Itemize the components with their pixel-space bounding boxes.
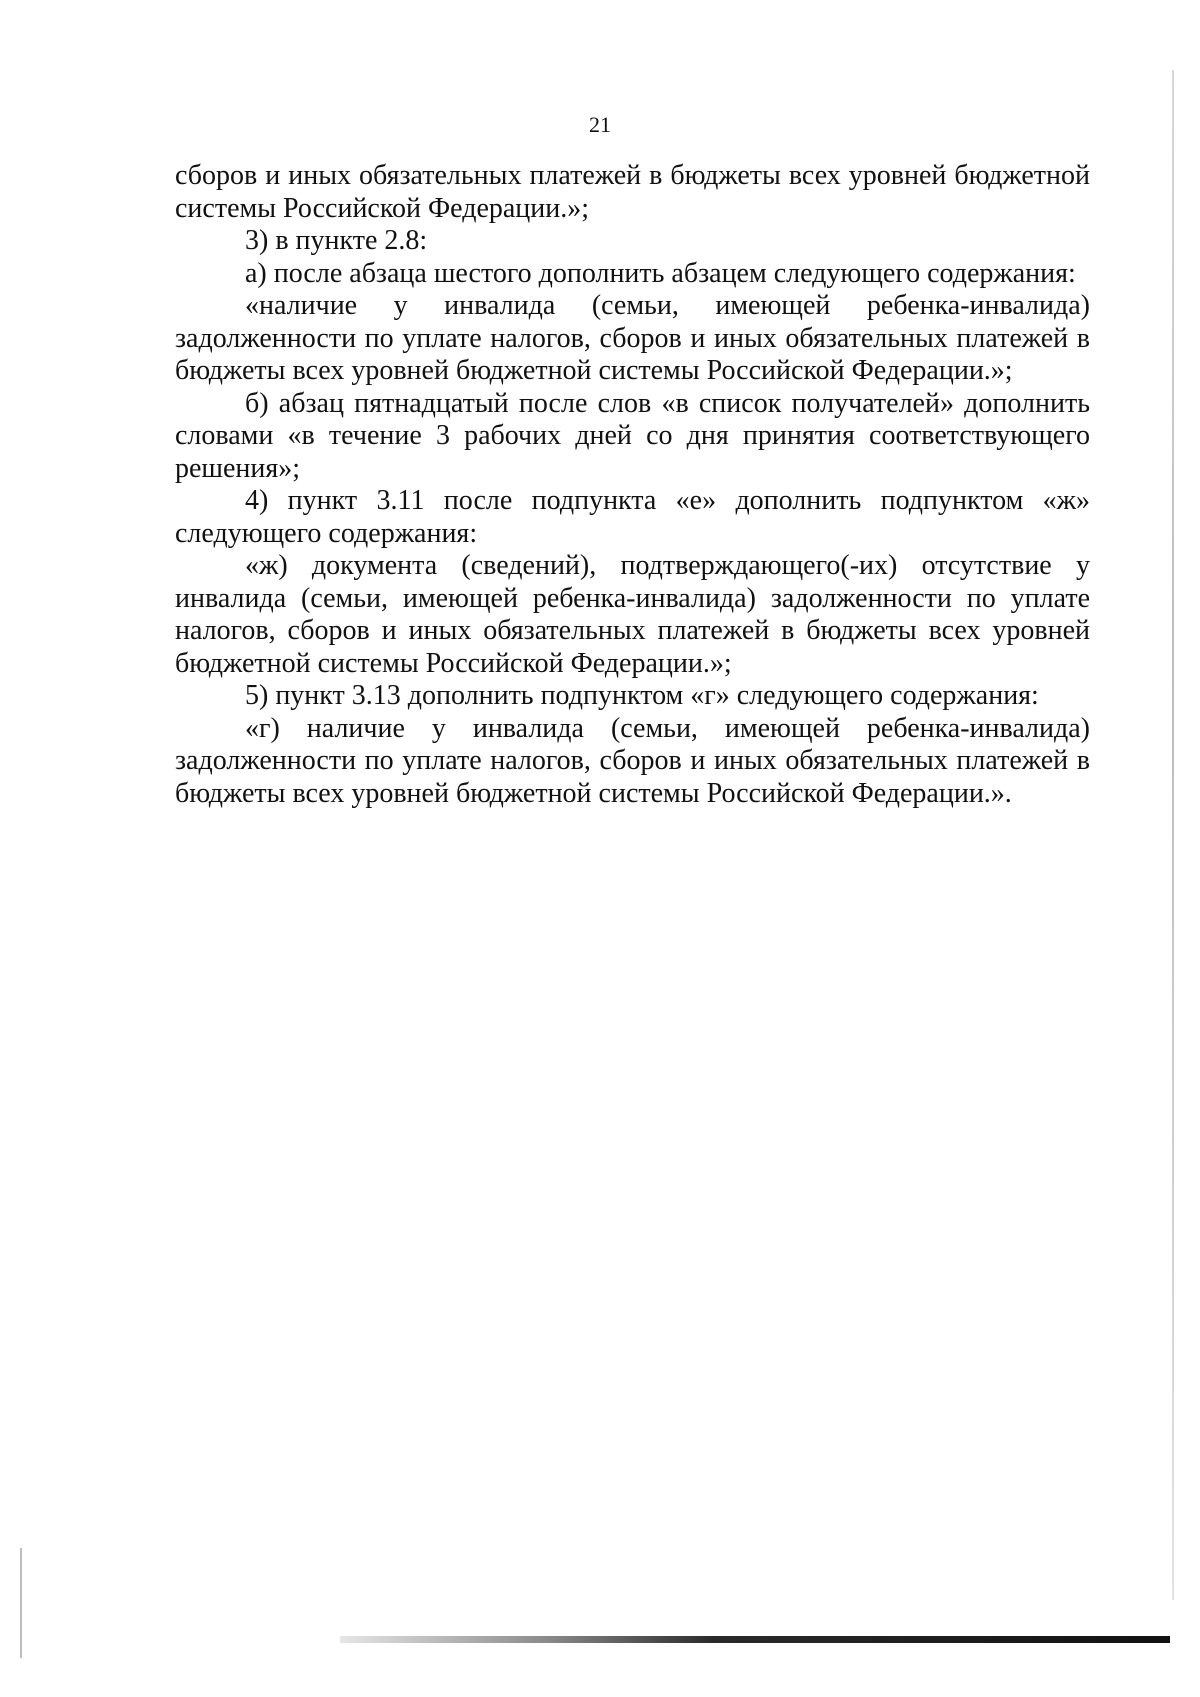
paragraph-subitem-a: а) после абзаца шестого дополнить абзацем следующего содержания: bbox=[245, 257, 1076, 289]
paragraph-subitem-b: б) абзац пятнадцатый после слов «в список получателей» дополнить словами «в течение 3 рабочих дней со дня принятия соответствующего решения»; bbox=[175, 387, 1090, 484]
scan-edge-left bbox=[20, 1548, 22, 1658]
paragraph-item-5: 5) пункт 3.13 дополнить подпунктом «г» следующего содержания: bbox=[245, 680, 1039, 711]
scan-bottom-bar bbox=[340, 1636, 1170, 1643]
page-number: 21 bbox=[589, 112, 611, 137]
paragraph-quote-zh: «ж) документа (сведений), подтверждающего(-их) отсутствие у инвалида (семьи, имеющей ребенка-инвалида) задолженности по уплате налогов, сборов и иных обязательных платежей в бюджеты всех уровней бюджетной системы Российской Федерации.»; bbox=[175, 550, 1090, 679]
paragraph-continuation: сборов и иных обязательных платежей в бюджеты всех уровней бюджетной системы Российской Федерации.»; bbox=[175, 160, 1090, 224]
paragraph-quote-g: «г) наличие у инвалида (семьи, имеющей ребенка-инвалида) задолженности по уплате налогов, сборов и иных обязательных платежей в бюджеты всех уровней бюджетной системы Российской Федерации.». bbox=[175, 712, 1090, 809]
paragraph-item-4: 4) пункт 3.11 после подпункта «е» дополнить подпунктом «ж» следующего содержания: bbox=[175, 485, 1090, 549]
paragraph-item-3: 3) в пункте 2.8: bbox=[245, 225, 428, 256]
document-body bbox=[175, 160, 1090, 810]
paragraph-quote-a: «наличие у инвалида (семьи, имеющей ребенка-инвалида) задолженности по уплате налогов, сборов и иных обязательных платежей в бюджеты всех уровней бюджетной системы Российской Федерации.»; bbox=[175, 290, 1090, 386]
scan-edge-right bbox=[1172, 70, 1174, 1600]
